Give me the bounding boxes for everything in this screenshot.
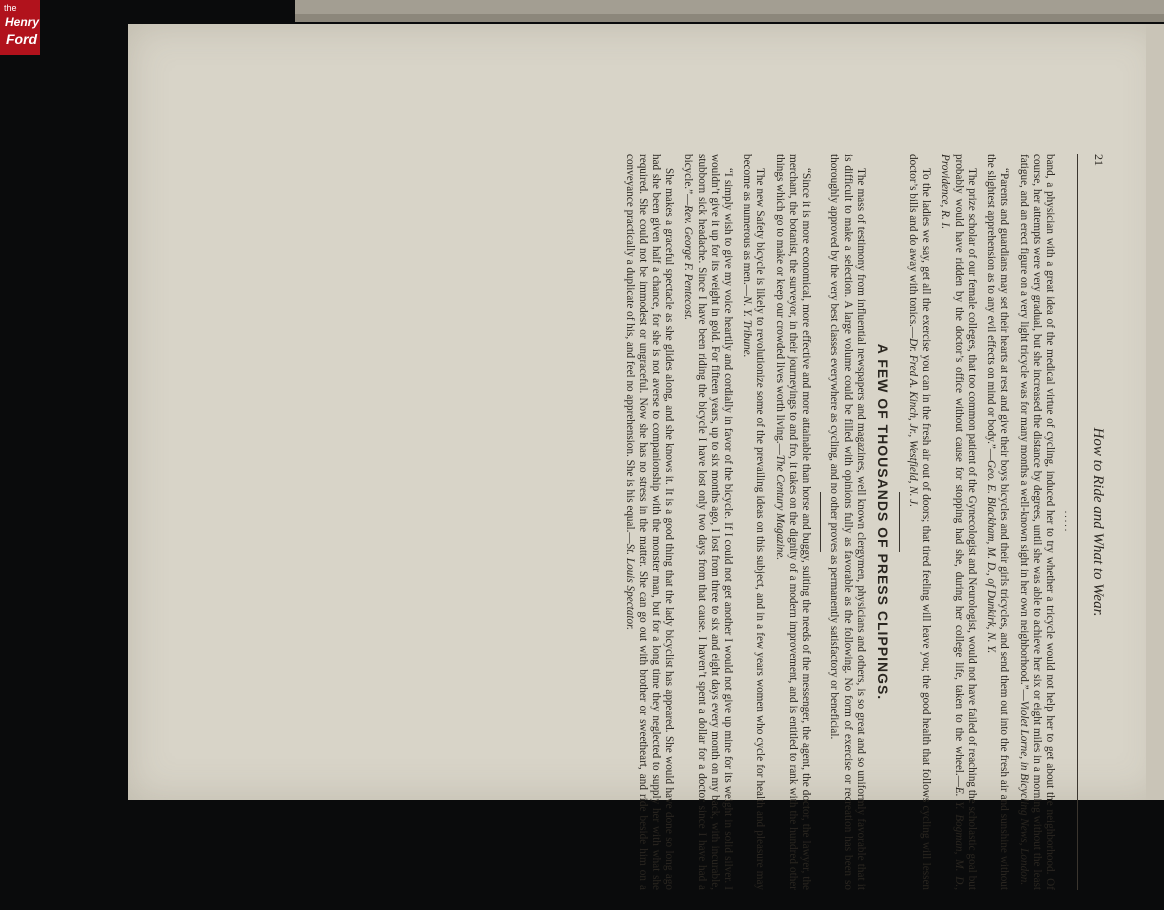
paragraph: To the ladies we say, get all the exercise you can in the fresh air out of doors; that tired feeling will leave you; the good health that follows cycling will lessen doctor’s bills and do away with tonics.—Dr. Fred A. Kinch, Jr., Westfield, N. J. xyxy=(907,154,933,890)
paragraph: The mass of testimony from influential newspapers and magazines, well known clergymen, physicians and others, is so great and so uniformly favorable that it is difficult to make a selection. A large volume could be filled with opinions fully as favorable as the following. No form of exercise or recreation has been so thoroughly approved by the very best classes everywhere as cycling, and no other proves as permanently satisfactory or beneficial. xyxy=(828,154,867,890)
paragraph: “Parents and guardians may set their hearts at rest and give their boys bicycles and their girls tricycles, and send them out into the fresh air and sunshine without the slightest apprehension as to any evil effects on mind or body.”—Geo. E. Blackham, M. D., of Dunkirk, N. Y. xyxy=(985,154,1011,890)
rotated-text-block xyxy=(238,134,1118,910)
adjacent-page-edge xyxy=(295,0,1164,22)
running-head xyxy=(1082,154,1106,890)
book-page xyxy=(128,24,1164,891)
section-title: A FEW OF THOUSANDS OF PRESS CLIPPINGS. xyxy=(874,343,891,701)
header-rule xyxy=(1077,154,1078,890)
paragraph: She makes a graceful spectacle as she glides along, and she knows it. It is a good thing that the lady bicyclist has appeared. She would have done so long ago had she been given half a chance, for she is not averse to companionship with the monster man, but for a long time they neglected to supply her with what she required. She could not be immodest or ungraceful. Now she has no stress in the matter. She can go out with brother or sweetheart, and ride beside him on a conveyance practically a duplicate of his, and feel no apprehension. She is his equal.—St. Louis Spectator. xyxy=(623,154,676,890)
paragraph: “Since it is more economical, more effective and more attainable than horse and buggy, suiting the needs of the messenger, the agent, the doctor, the lawyer, the merchant, the botanist, the surveyor, in their journeyings to and fro, it takes on the dignity of a modern improvement, and is entitled to rank with the hundred other things which go to make or keep our crowded lives worth living.—The Century Magazine. xyxy=(773,154,813,890)
paragraph: band, a physician with a great idea of the medical virtue of cycling, induced her to try whether a tricycle would not help her to get about the neighborhood. Of course, her attempts were very gradual, but she increased the distance by degrees, until she was able to achieve her six or eight miles in a morning without the least fatigue, and an erect figure on a very light tricycle was for many months a well-known sight in her own neighborhood.”—Violet Lorne, in Bicycling News, London. xyxy=(1017,154,1056,890)
running-head-title: How to Ride and What to Wear. xyxy=(1090,427,1106,617)
paragraph: “I simply wish to give my voice heartily and cordially in favor of the bicycle. If I could not get another I would not give up mine for its weight in solid silver. I wouldn’t give it up for its weight in gold. For fifteen years, up to six months ago, I lost from three to six and eight days every month on my back, with incurable, stubborn sick headache. Since I have been riding the bicycle I have lost only two days from that cause. I haven’t spent a dollar for a doctor since I have had a bicycle.”—Rev. George F. Pentecost. xyxy=(682,154,735,890)
paragraph: The prize scholar of our female colleges, that too common patient of the Gynecologist and Neurologist, would not have failed of reaching the scholastic goal but probably would have ridden by the doctor’s office without cause for stopping had she, during her college life, taken to the wheel.—E. Y. Bogman, M. D., Providence, R. I. xyxy=(939,154,978,891)
henry-ford-logo: the Henry Ford xyxy=(0,0,40,55)
paragraph: The new Safety bicycle is likely to revolutionize some of the prevailing ideas on this subject, and in a few years women who cycle for health and pleasure may become as numerous as men.—N. Y. Tribune. xyxy=(741,154,767,890)
page-number: 21 xyxy=(1092,154,1106,166)
section-divider xyxy=(899,492,900,552)
bottom-paragraphs xyxy=(622,154,867,890)
section-divider xyxy=(820,492,821,552)
header-ornament: ..... xyxy=(1062,510,1073,534)
top-paragraphs xyxy=(906,154,1056,890)
